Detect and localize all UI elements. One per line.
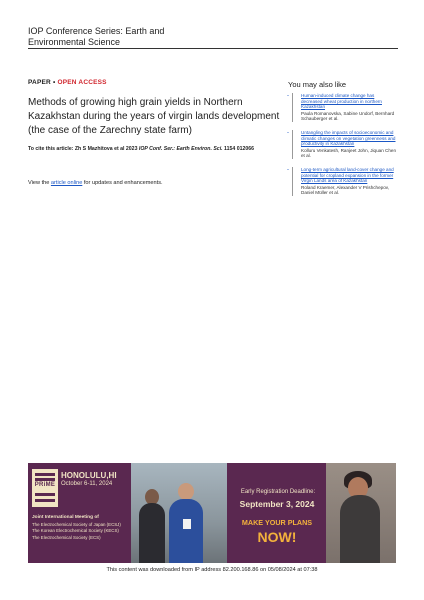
- related-article-authors: Roland Kraemer, Alexander V Prishchepov, Daniel Müller et al.: [301, 184, 390, 196]
- related-article-authors: Kolluru Venkatesh, Ranjeet John, Jiquan Chen et al.: [301, 147, 397, 159]
- related-article-authors: Paula Romanovska, Sabine Undorf, Bernhard Schauberger et al.: [301, 110, 395, 122]
- prime-logo-icon: [32, 469, 58, 507]
- banner-city: HONOLULU,HI: [61, 471, 117, 480]
- registration-deadline: September 3, 2024: [239, 499, 315, 509]
- badge-separator: •: [52, 79, 56, 86]
- related-article-item: [287, 93, 396, 122]
- citation-prefix: To cite this article: Zh S Mazhitova et al 2023: [28, 146, 139, 152]
- make-your-plans-text: MAKE YOUR PLANS: [241, 518, 313, 527]
- download-footer: This content was downloaded from IP address 82.200.168.86 on 05/08/2024 at 07:38: [106, 567, 318, 573]
- citation: [28, 146, 278, 153]
- org-ecsj: The Electrochemical Society of Japan (ECSJ): [32, 521, 121, 527]
- journal-name-line1: IOP Conference Series: Earth and: [28, 26, 165, 36]
- article-type-badge: [28, 79, 107, 86]
- banner-photo-woman: [326, 463, 396, 563]
- joint-meeting-title: Joint International Meeting of: [32, 515, 99, 520]
- open-access-label: OPEN ACCESS: [57, 79, 107, 86]
- paper-label: PAPER: [28, 79, 51, 86]
- citation-number: 012066: [236, 146, 255, 152]
- now-text: NOW!: [257, 529, 297, 545]
- related-article-link[interactable]: Untangling the impacts of socioeconomic and climatic changes on vegetation greenness and productivity in Kazakhstan: [301, 129, 396, 147]
- banner-conference-info: [28, 463, 131, 563]
- view-online-note: [28, 180, 163, 186]
- article-online-link[interactable]: article online: [50, 180, 83, 186]
- citation-journal: IOP Conf. Ser.: Earth Environ. Sci.: [138, 146, 223, 152]
- related-article-item: [287, 129, 397, 159]
- prime-logo-text: PRiME: [34, 482, 56, 488]
- journal-name-line2: Environmental Science: [28, 37, 121, 47]
- advertisement-banner[interactable]: [28, 463, 396, 563]
- list-dash-icon: -: [287, 93, 289, 99]
- banner-photo-attendees: [131, 463, 227, 563]
- related-articles-list: [288, 93, 396, 204]
- related-article-link[interactable]: Human-induced climate change has decreased wheat production in northern Kazakhstan: [301, 93, 382, 110]
- list-dash-icon: -: [287, 129, 289, 136]
- banner-joint-meeting: [32, 515, 130, 541]
- early-registration-label: Early Registration Deadline:: [240, 489, 316, 495]
- banner-registration: [227, 463, 326, 563]
- list-dash-icon: -: [287, 166, 289, 173]
- header-divider: [28, 48, 398, 49]
- view-prefix: View the: [28, 180, 51, 186]
- related-article-item: [287, 166, 396, 196]
- banner-dates: October 6-11, 2024: [61, 481, 113, 487]
- org-kecs: The Korean Electrochemical Society (KECS): [32, 528, 119, 533]
- related-article-link[interactable]: Long-term agricultural land-cover change and potential for cropland expansion in the former Virgin Lands area of Kazakhstan: [301, 166, 394, 184]
- you-may-also-like-heading: You may also like: [288, 80, 347, 89]
- article-title: Methods of growing high grain yields in Northern Kazakhstan during the years of virgin lands development (the case of the Zarechny state farm): [28, 97, 280, 136]
- journal-name: [28, 26, 288, 48]
- org-ecs: The Electrochemical Society (ECS): [32, 534, 101, 540]
- citation-volume: 1154: [222, 146, 237, 152]
- view-suffix: for updates and enhancements.: [82, 180, 163, 186]
